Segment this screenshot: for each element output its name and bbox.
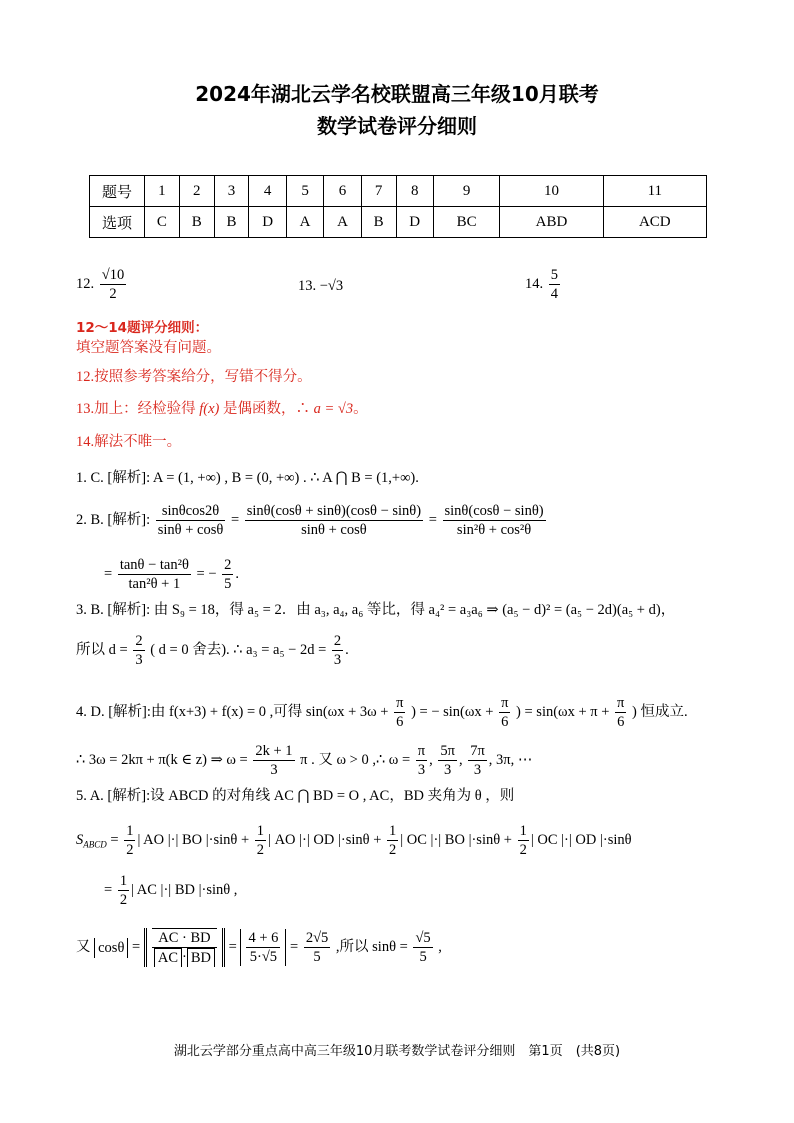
table-cell: 10 xyxy=(500,176,603,207)
table-cell: 4 xyxy=(249,176,286,207)
solution-5: 5. A. [解析]:设 ABCD 的对角线 AC ⋂ BD = O , AC，BD 夹角为 θ ，则 xyxy=(76,788,515,804)
page-footer: 湖北云学部分重点高中高三年级10月联考数学试卷评分细则 第1页 (共8页) xyxy=(173,1044,621,1059)
table-row-numbers xyxy=(90,176,707,207)
table-cell: 3 xyxy=(214,176,249,207)
solution-2-cont: = $\frac{\text{tanθ − tan²θ}}{\text{tan²θ + 1}}$ = − $\frac{2}{5}$ . xyxy=(104,557,240,592)
solution-1: 1. C. [解析]: A = (1, +∞) , B = (0, +∞) . ∴ A ⋂ B = (1,+∞). xyxy=(76,470,419,486)
table-cell: ACD xyxy=(603,207,706,238)
solution-5-cos: 又 cosθ = $\frac{AC \cdot BD}{AC \cdot BD}$ = $\frac{4 + 6}{5\cdot√5}$ = $\frac{2√5}{5}$ ,所以 sinθ = $\frac{√5}{5}$ , xyxy=(76,930,442,967)
answer-12: 12. $\frac{√10}{2}$ xyxy=(76,267,125,302)
solution-4: 4. D. [解析]:由 f(x+3) + f(x) = 0 ,可得 sin(ωx + 3ω + $\frac{\pi}{6}$ ) = − sin(ωx + $\frac{\pi}{6}$ ) = sin(ωx + π + $\frac{\pi}{6}$ ) 恒成立. xyxy=(76,695,688,730)
answer-table xyxy=(89,175,707,238)
table-cell: D xyxy=(396,207,433,238)
table-cell: 1 xyxy=(145,176,180,207)
table-cell: A xyxy=(286,207,323,238)
solution-5-area-cont: = $\frac{1}{2}$ | AC |·| BD |·sinθ , xyxy=(104,873,238,908)
table-row-answers xyxy=(90,207,707,238)
row-header-number: 题号 xyxy=(90,176,145,207)
table-cell: 8 xyxy=(396,176,433,207)
table-cell: 2 xyxy=(179,176,214,207)
solution-2: 2. B. [解析]: $\frac{\sin\theta\cos 2\theta}{\sin\theta + \cos\theta}$ = $\frac{\sin\theta(\cos\theta + \sin\theta)(\cos\theta - \sin\theta)}{\sin\theta + \cos\theta}$ = $\frac{\sin\theta(\cos\theta - \sin\theta)}{\text{sin²θ + cos²θ}}$ xyxy=(76,503,544,538)
solution-5-area: $S_{ABCD}$ = $\frac{1}{2}$ | AO |·| BO |·sinθ + $\frac{1}{2}$ | AO |·| OD |·sinθ + $\frac{1}{2}$ | OC |·| BO |·sinθ + $\frac{1}{2}$ | OC |·| OD |·sinθ xyxy=(76,823,632,858)
notes-line: 13.加上：经检验得 f(x) 是偶函数，∴ a = √3。 xyxy=(76,401,368,417)
notes-line: 填空题答案没有问题。 xyxy=(76,340,221,356)
table-cell: B xyxy=(361,207,396,238)
table-cell: 9 xyxy=(433,176,499,207)
row-header-answer: 选项 xyxy=(90,207,145,238)
solution-4-cont: ∴ 3ω = 2kπ + π(k ∈ z) ⇒ ω = $\frac{2k + 1}{3}$ π . 又 ω > 0 ,∴ ω = $\frac{\pi}{3}$ , $\frac{5\pi}{3}$ , $\frac{7\pi}{3}$ , 3π, ⋯ xyxy=(76,743,533,778)
table-cell: D xyxy=(249,207,286,238)
notes-line: 12.按照参考答案给分，写错不得分。 xyxy=(76,369,312,385)
table-cell: C xyxy=(145,207,180,238)
table-cell: 7 xyxy=(361,176,396,207)
document-title: 2024年湖北云学名校联盟高三年级10月联考 xyxy=(195,82,599,106)
document-subtitle: 数学试卷评分细则 xyxy=(317,114,477,138)
answer-13: 13. −√3 xyxy=(298,278,344,294)
table-cell: ABD xyxy=(500,207,603,238)
answer-14: 14. $\frac{5}{4}$ xyxy=(525,267,558,302)
table-cell: A xyxy=(324,207,361,238)
table-cell: BC xyxy=(433,207,499,238)
notes-heading: 12～14题评分细则： xyxy=(76,320,209,336)
table-cell: B xyxy=(214,207,249,238)
solution-3: 3. B. [解析]: 由 S₉ = 18，得 a₅ = 2．由 a₃, a₄, a₆ 等比，得 a₄² = a₃a₆ ⇒ (a₅ − d)² = (a₅ − 2d)(a₅ + d)， xyxy=(76,602,676,618)
table-cell: 5 xyxy=(286,176,323,207)
table-cell: 6 xyxy=(324,176,361,207)
table-cell: B xyxy=(179,207,214,238)
solution-3-cont: 所以 d = $\frac{2}{3}$ ( d = 0 舍去). ∴ a₃ = a₅ − 2d = $\frac{2}{3}$ . xyxy=(76,633,349,668)
notes-line: 14.解法不唯一。 xyxy=(76,434,182,450)
table-cell: 11 xyxy=(603,176,706,207)
